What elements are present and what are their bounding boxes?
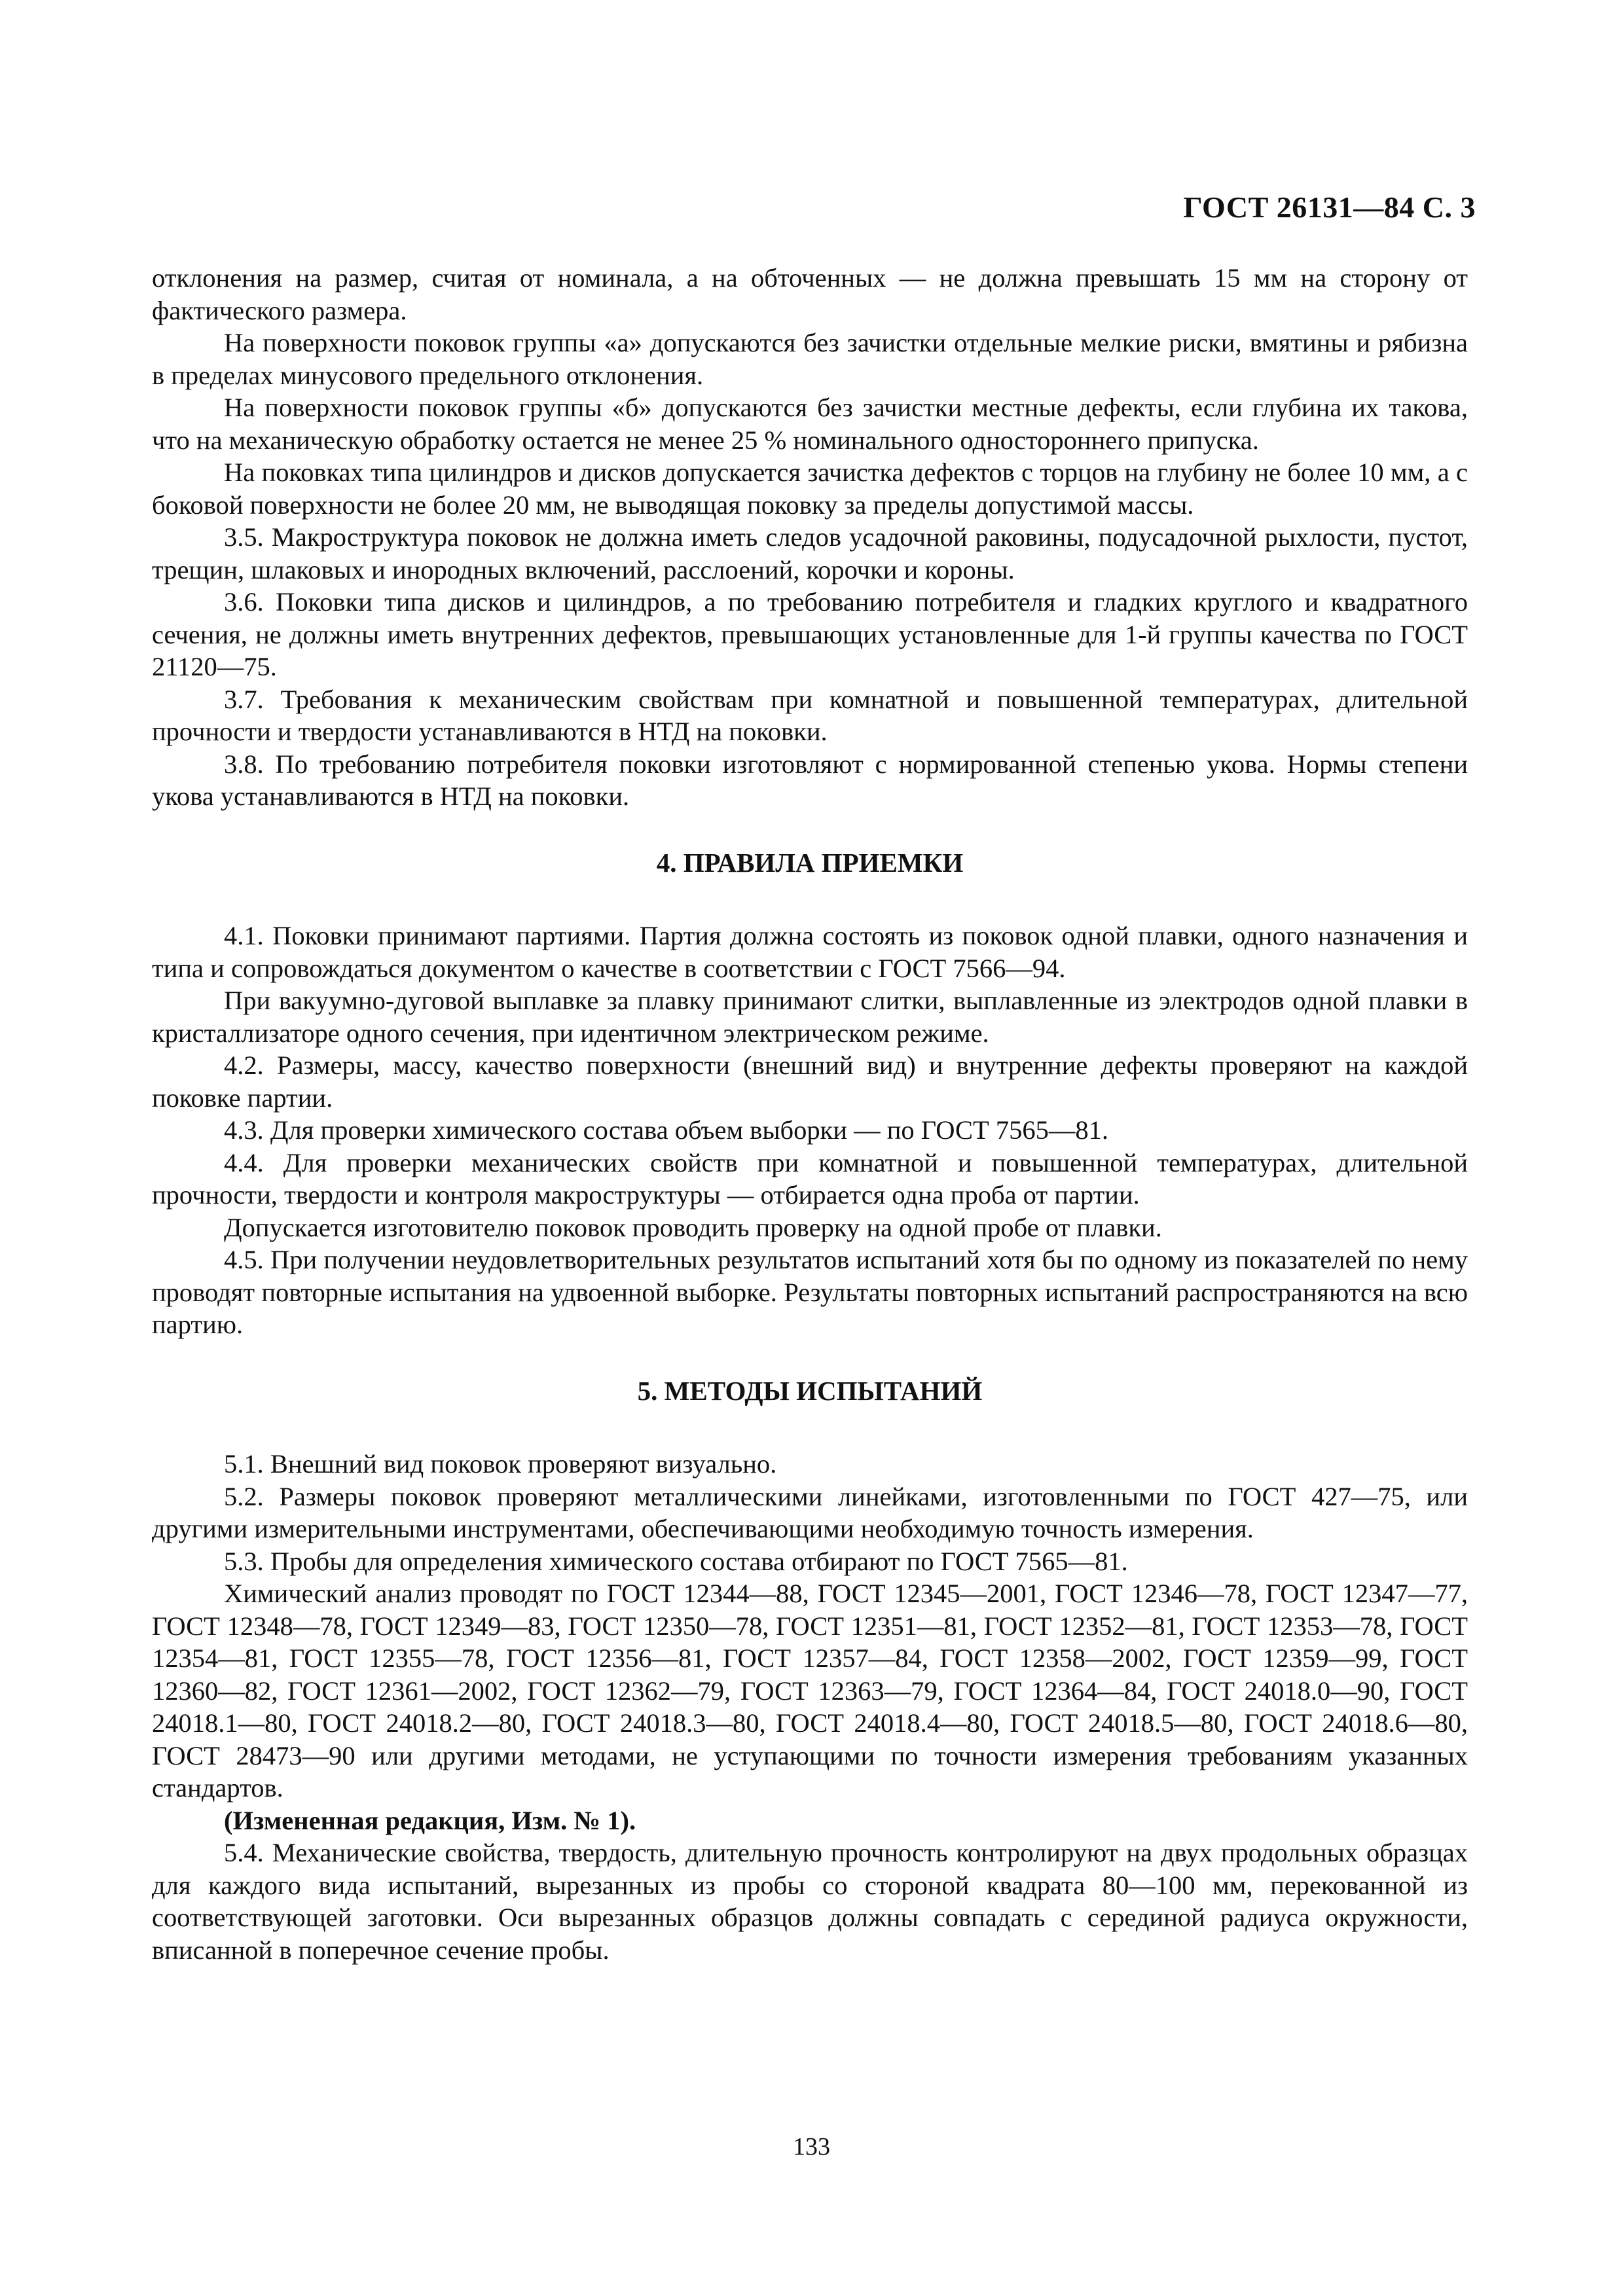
paragraph: 4.1. Поковки принимают партиями. Партия должна состоять из поковок одной плавки, одного назначения и типа и сопровождаться документом о качестве в соответствии с ГОСТ 7566—94. <box>152 921 1468 983</box>
paragraph: 5.2. Размеры поковок проверяют металлическими линейками, изготовленными по ГОСТ 427—75, или другими измерительными инструментами, обеспечивающими необходимую точность измерения. <box>152 1481 1468 1543</box>
paragraph: 4.3. Для проверки химического состава объем выборки — по ГОСТ 7565—81. <box>224 1115 1108 1145</box>
document-body <box>152 262 1468 1966</box>
paragraph: 4.4. Для проверки механических свойств при комнатной и повышенной температурах, длительной прочности, твердости и контроля макроструктуры — отбирается одна проба от партии. <box>152 1147 1468 1210</box>
paragraph: На поковках типа цилиндров и дисков допускается зачистка дефектов с торцов на глубину не более 10 мм, а с боковой поверхности не более 20 мм, не выводящая поковку за пределы допустимой массы. <box>152 457 1468 520</box>
paragraph: 4.2. Размеры, массу, качество поверхности (внешний вид) и внутренние дефекты проверяют на каждой поковке партии. <box>152 1050 1468 1113</box>
paragraph: При вакуумно-дуговой выплавке за плавку принимают слитки, выплавленные из электродов одной плавки в кристаллизаторе одного сечения, при идентичном электрическом режиме. <box>152 986 1468 1048</box>
paragraph: 3.8. По требованию потребителя поковки изготовляют с нормированной степенью укова. Нормы степени укова устанавливаются в НТД на поковки. <box>152 749 1468 811</box>
paragraph: 4.5. При получении неудовлетворительных результатов испытаний хотя бы по одному из показателей по нему проводят повторные испытания на удвоенной выборке. Результаты повторных испытаний распространяются на всю партию. <box>152 1245 1468 1339</box>
page-number: 133 <box>793 2133 830 2161</box>
section-title: 5. МЕТОДЫ ИСПЫТАНИЙ <box>637 1375 983 1406</box>
paragraph: 3.6. Поковки типа дисков и цилиндров, а по требованию потребителя и гладких круглого и квадратного сечения, не должны иметь внутренних дефектов, превышающих установленные для 1-й группы качества по ГОСТ 21120—75. <box>152 587 1468 681</box>
paragraph: отклонения на размер, считая от номинала, а на обточенных — не должна превышать 15 мм на сторону от фактического размера. <box>152 263 1468 325</box>
page-header: ГОСТ 26131—84 С. 3 <box>1183 190 1476 224</box>
paragraph: На поверхности поковок группы «а» допускаются без зачистки отдельные мелкие риски, вмятины и рябизна в пределах минусового предельного отклонения. <box>152 328 1468 390</box>
amendment-note: (Измененная редакция, Изм. № 1). <box>224 1805 636 1835</box>
paragraph: Допускается изготовителю поковок проводить проверку на одной пробе от плавки. <box>224 1212 1162 1242</box>
paragraph: 5.1. Внешний вид поковок проверяют визуально. <box>224 1449 777 1479</box>
paragraph: 5.4. Механические свойства, твердость, длительную прочность контролируют на двух продольных образцах для каждого вида испытаний, вырезанных из пробы со стороной квадрата 80—100 мм, перекованной из соответствующей заготовки. Оси вырезанных образцов должны совпадать с серединой радиуса окружности, вписанной в поперечное сечение пробы. <box>152 1838 1468 1965</box>
section-title: 4. ПРАВИЛА ПРИЕМКИ <box>656 847 964 878</box>
paragraph: Химический анализ проводят по ГОСТ 12344—88, ГОСТ 12345—2001, ГОСТ 12346—78, ГОСТ 12347—77, ГОСТ 12348—78, ГОСТ 12349—83, ГОСТ 12350—78, ГОСТ 12351—81, ГОСТ 12352—81, ГОСТ 12353—78, ГОСТ 12354—81, ГОСТ 12355—78, ГОСТ 12356—81, ГОСТ 12357—84, ГОСТ 12358—2002, ГОСТ 12359—99, ГОСТ 12360—82, ГОСТ 12361—2002, ГОСТ 12362—79, ГОСТ 12363—79, ГОСТ 12364—84, ГОСТ 24018.0—90, ГОСТ 24018.1—80, ГОСТ 24018.2—80, ГОСТ 24018.3—80, ГОСТ 24018.4—80, ГОСТ 24018.5—80, ГОСТ 24018.6—80, ГОСТ 28473—90 или другими методами, не уступающими по точности измерения требованиям указанных стандартов. <box>152 1579 1468 1803</box>
paragraph: На поверхности поковок группы «б» допускаются без зачистки местные дефекты, если глубина их такова, что на механическую обработку остается не менее 25 % номинального одностороннего припуска. <box>152 393 1468 455</box>
paragraph: 3.5. Макроструктура поковок не должна иметь следов усадочной раковины, подусадочной рыхлости, пустот, трещин, шлаковых и инородных включений, расслоений, корочки и короны. <box>152 522 1468 584</box>
paragraph: 3.7. Требования к механическим свойствам при комнатной и повышенной температурах, длительной прочности и твердости устанавливаются в НТД на поковки. <box>152 684 1468 746</box>
paragraph: 5.3. Пробы для определения химического состава отбирают по ГОСТ 7565—81. <box>224 1546 1128 1576</box>
